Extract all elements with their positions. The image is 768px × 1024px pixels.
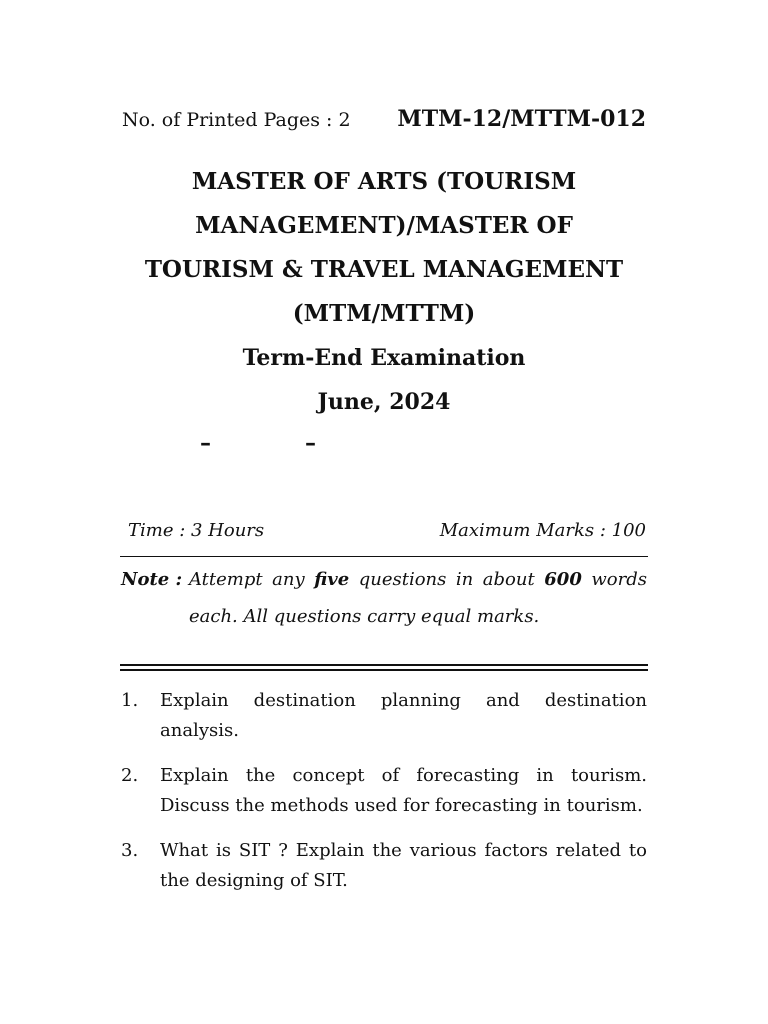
exam-duration: Time : 3 Hours (128, 520, 265, 541)
question-text: Explain the concept of forecasting in tourism. Discuss the methods used for forecasting in tourism. (160, 765, 647, 816)
printed-pages-count: No. of Printed Pages : 2 (122, 109, 351, 131)
paper-code: MTM-12/MTTM-012 (397, 106, 646, 132)
questions-list (121, 686, 647, 911)
exam-session: June, 2024 (317, 389, 451, 415)
note-label: Note : (121, 569, 183, 590)
divider-thin (120, 556, 648, 557)
programme-title-line-1: MASTER OF ARTS (TOURISM (191, 168, 577, 195)
note-emphasis-600: 600 (544, 569, 582, 590)
note-text-part-2: questions in about (349, 569, 545, 590)
divider-double-bottom (120, 669, 648, 671)
question-item (121, 836, 647, 896)
divider-double-top (120, 664, 648, 666)
header-line (122, 106, 646, 132)
note-text-part-1: Attempt any (189, 569, 315, 590)
programme-title-line-4: (MTM/MTTM) (292, 300, 476, 327)
note-text (189, 561, 647, 635)
title-block (100, 160, 668, 424)
note-block (121, 561, 647, 635)
exam-name: Term-End Examination (242, 345, 526, 371)
programme-title-line-2: MANAGEMENT)/MASTER OF (195, 212, 573, 239)
dash-left: – (200, 430, 211, 456)
programme-title-line-3: TOURISM & TRAVEL MANAGEMENT (144, 256, 624, 283)
question-number: 2. (121, 765, 139, 786)
dashes-row (0, 430, 768, 460)
note-emphasis-five: five (314, 569, 350, 590)
question-item (121, 686, 647, 746)
question-item (121, 761, 647, 821)
maximum-marks: Maximum Marks : 100 (439, 520, 646, 541)
note-text-part-3: words each. All questions carry equal marks. (189, 569, 647, 627)
question-number: 1. (121, 690, 139, 711)
question-text: Explain destination planning and destination analysis. (160, 690, 647, 741)
question-text: What is SIT ? Explain the various factors related to the designing of SIT. (160, 840, 647, 891)
question-number: 3. (121, 840, 139, 861)
dash-right: – (305, 430, 316, 456)
exam-info-row (128, 520, 646, 541)
